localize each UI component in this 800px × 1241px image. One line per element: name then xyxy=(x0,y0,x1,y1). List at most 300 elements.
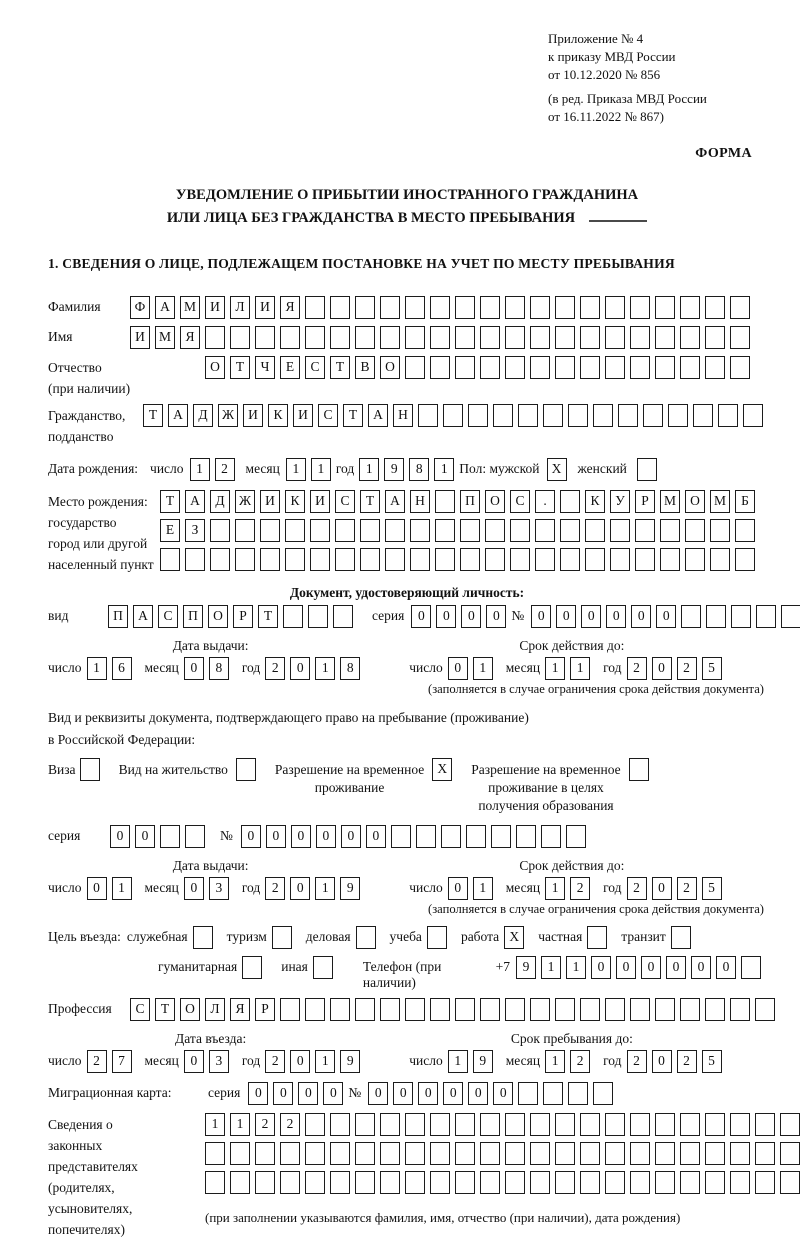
char-cell[interactable] xyxy=(618,404,638,427)
char-cell[interactable]: 0 xyxy=(652,1050,672,1073)
char-cell[interactable]: И xyxy=(205,296,225,319)
char-cell[interactable] xyxy=(280,998,300,1021)
char-cell[interactable] xyxy=(543,1082,563,1105)
char-cell[interactable]: 2 xyxy=(627,1050,647,1073)
char-cell[interactable]: Р xyxy=(255,998,275,1021)
char-cell[interactable]: 1 xyxy=(545,1050,565,1073)
char-cell[interactable] xyxy=(355,296,375,319)
char-cell[interactable] xyxy=(313,956,333,979)
char-cell[interactable] xyxy=(755,1113,775,1136)
char-cell[interactable] xyxy=(391,825,411,848)
char-cell[interactable]: 0 xyxy=(461,605,481,628)
char-cell[interactable] xyxy=(285,519,305,542)
char-cell[interactable] xyxy=(255,1171,275,1194)
char-cell[interactable] xyxy=(160,825,180,848)
char-cell[interactable]: 0 xyxy=(656,605,676,628)
char-cell[interactable] xyxy=(730,296,750,319)
char-cell[interactable] xyxy=(455,1142,475,1165)
char-cell[interactable]: 0 xyxy=(110,825,130,848)
char-cell[interactable]: 1 xyxy=(359,458,379,481)
char-cell[interactable]: 1 xyxy=(87,657,107,680)
char-cell[interactable] xyxy=(555,1113,575,1136)
char-cell[interactable] xyxy=(435,490,455,513)
char-cell[interactable] xyxy=(735,548,755,571)
char-cell[interactable] xyxy=(518,1082,538,1105)
char-cell[interactable]: И xyxy=(293,404,313,427)
char-cell[interactable]: 0 xyxy=(241,825,261,848)
char-cell[interactable]: 0 xyxy=(436,605,456,628)
char-cell[interactable] xyxy=(585,548,605,571)
char-cell[interactable] xyxy=(405,998,425,1021)
char-cell[interactable] xyxy=(260,548,280,571)
char-cell[interactable]: С xyxy=(318,404,338,427)
char-cell[interactable]: 1 xyxy=(473,877,493,900)
char-cell[interactable] xyxy=(685,548,705,571)
char-cell[interactable] xyxy=(580,326,600,349)
char-cell[interactable] xyxy=(330,326,350,349)
char-cell[interactable] xyxy=(568,404,588,427)
char-cell[interactable] xyxy=(655,1171,675,1194)
char-cell[interactable] xyxy=(480,1142,500,1165)
char-cell[interactable]: Л xyxy=(230,296,250,319)
char-cell[interactable]: 0 xyxy=(493,1082,513,1105)
char-cell[interactable] xyxy=(310,519,330,542)
char-cell[interactable] xyxy=(555,1171,575,1194)
char-cell[interactable]: 0 xyxy=(418,1082,438,1105)
char-cell[interactable]: 0 xyxy=(273,1082,293,1105)
char-cell[interactable] xyxy=(560,519,580,542)
char-cell[interactable]: X xyxy=(504,926,524,949)
char-cell[interactable]: О xyxy=(205,356,225,379)
char-cell[interactable] xyxy=(380,296,400,319)
char-cell[interactable]: 0 xyxy=(266,825,286,848)
char-cell[interactable] xyxy=(335,519,355,542)
char-cell[interactable] xyxy=(780,1142,800,1165)
char-cell[interactable]: Б xyxy=(735,490,755,513)
char-cell[interactable] xyxy=(405,326,425,349)
char-cell[interactable]: 2 xyxy=(87,1050,107,1073)
char-cell[interactable]: 0 xyxy=(666,956,686,979)
char-cell[interactable]: 5 xyxy=(702,657,722,680)
char-cell[interactable] xyxy=(781,605,800,628)
char-cell[interactable] xyxy=(330,998,350,1021)
char-cell[interactable]: 0 xyxy=(184,1050,204,1073)
char-cell[interactable] xyxy=(630,326,650,349)
char-cell[interactable] xyxy=(718,404,738,427)
char-cell[interactable]: И xyxy=(260,490,280,513)
char-cell[interactable] xyxy=(705,326,725,349)
char-cell[interactable] xyxy=(330,1113,350,1136)
char-cell[interactable] xyxy=(530,1142,550,1165)
char-cell[interactable] xyxy=(505,1113,525,1136)
char-cell[interactable] xyxy=(585,519,605,542)
char-cell[interactable] xyxy=(310,548,330,571)
char-cell[interactable] xyxy=(160,548,180,571)
char-cell[interactable]: 0 xyxy=(393,1082,413,1105)
char-cell[interactable]: О xyxy=(180,998,200,1021)
char-cell[interactable] xyxy=(587,926,607,949)
char-cell[interactable]: К xyxy=(285,490,305,513)
char-cell[interactable]: 9 xyxy=(516,956,536,979)
char-cell[interactable]: Т xyxy=(143,404,163,427)
char-cell[interactable]: М xyxy=(660,490,680,513)
char-cell[interactable] xyxy=(643,404,663,427)
char-cell[interactable] xyxy=(510,548,530,571)
char-cell[interactable]: 2 xyxy=(265,657,285,680)
char-cell[interactable]: 2 xyxy=(265,877,285,900)
char-cell[interactable]: 2 xyxy=(570,877,590,900)
char-cell[interactable]: П xyxy=(460,490,480,513)
char-cell[interactable]: А xyxy=(185,490,205,513)
char-cell[interactable]: А xyxy=(133,605,153,628)
char-cell[interactable] xyxy=(330,1142,350,1165)
char-cell[interactable] xyxy=(605,326,625,349)
char-cell[interactable] xyxy=(455,1113,475,1136)
char-cell[interactable] xyxy=(80,758,100,781)
char-cell[interactable] xyxy=(205,1171,225,1194)
char-cell[interactable] xyxy=(741,956,761,979)
char-cell[interactable] xyxy=(385,519,405,542)
char-cell[interactable] xyxy=(655,1142,675,1165)
char-cell[interactable] xyxy=(530,326,550,349)
char-cell[interactable] xyxy=(305,1113,325,1136)
char-cell[interactable] xyxy=(360,519,380,542)
char-cell[interactable]: 0 xyxy=(290,657,310,680)
char-cell[interactable] xyxy=(280,1142,300,1165)
char-cell[interactable] xyxy=(455,356,475,379)
char-cell[interactable] xyxy=(580,1171,600,1194)
char-cell[interactable] xyxy=(555,1142,575,1165)
char-cell[interactable] xyxy=(491,825,511,848)
char-cell[interactable]: Т xyxy=(343,404,363,427)
char-cell[interactable] xyxy=(305,326,325,349)
char-cell[interactable] xyxy=(333,605,353,628)
char-cell[interactable] xyxy=(705,356,725,379)
char-cell[interactable]: 0 xyxy=(616,956,636,979)
char-cell[interactable] xyxy=(468,404,488,427)
char-cell[interactable] xyxy=(780,1171,800,1194)
char-cell[interactable]: 8 xyxy=(409,458,429,481)
char-cell[interactable] xyxy=(505,296,525,319)
char-cell[interactable]: 9 xyxy=(384,458,404,481)
char-cell[interactable] xyxy=(637,458,657,481)
char-cell[interactable] xyxy=(555,296,575,319)
char-cell[interactable] xyxy=(480,356,500,379)
char-cell[interactable]: Н xyxy=(393,404,413,427)
char-cell[interactable] xyxy=(580,356,600,379)
char-cell[interactable]: Я xyxy=(230,998,250,1021)
char-cell[interactable] xyxy=(605,998,625,1021)
char-cell[interactable]: 3 xyxy=(209,877,229,900)
char-cell[interactable] xyxy=(305,998,325,1021)
char-cell[interactable] xyxy=(693,404,713,427)
char-cell[interactable] xyxy=(355,1142,375,1165)
char-cell[interactable] xyxy=(680,1142,700,1165)
char-cell[interactable] xyxy=(516,825,536,848)
char-cell[interactable]: 1 xyxy=(566,956,586,979)
char-cell[interactable] xyxy=(380,1171,400,1194)
char-cell[interactable]: Т xyxy=(330,356,350,379)
char-cell[interactable]: 2 xyxy=(255,1113,275,1136)
char-cell[interactable]: 1 xyxy=(112,877,132,900)
char-cell[interactable]: 1 xyxy=(434,458,454,481)
char-cell[interactable] xyxy=(630,356,650,379)
char-cell[interactable] xyxy=(630,1113,650,1136)
char-cell[interactable] xyxy=(185,548,205,571)
char-cell[interactable] xyxy=(430,296,450,319)
char-cell[interactable] xyxy=(430,356,450,379)
char-cell[interactable]: 0 xyxy=(411,605,431,628)
char-cell[interactable] xyxy=(505,1171,525,1194)
char-cell[interactable] xyxy=(205,1142,225,1165)
char-cell[interactable] xyxy=(355,326,375,349)
char-cell[interactable] xyxy=(530,296,550,319)
char-cell[interactable]: 0 xyxy=(290,1050,310,1073)
char-cell[interactable]: 2 xyxy=(677,877,697,900)
char-cell[interactable]: С xyxy=(130,998,150,1021)
char-cell[interactable]: 1 xyxy=(545,877,565,900)
char-cell[interactable] xyxy=(455,1171,475,1194)
char-cell[interactable] xyxy=(680,296,700,319)
char-cell[interactable] xyxy=(305,296,325,319)
char-cell[interactable] xyxy=(655,326,675,349)
char-cell[interactable]: 0 xyxy=(448,877,468,900)
char-cell[interactable] xyxy=(480,296,500,319)
char-cell[interactable] xyxy=(185,825,205,848)
char-cell[interactable]: Ж xyxy=(218,404,238,427)
char-cell[interactable] xyxy=(680,1113,700,1136)
char-cell[interactable] xyxy=(230,1171,250,1194)
char-cell[interactable] xyxy=(505,326,525,349)
char-cell[interactable] xyxy=(236,758,256,781)
char-cell[interactable]: 0 xyxy=(135,825,155,848)
char-cell[interactable] xyxy=(466,825,486,848)
char-cell[interactable] xyxy=(235,519,255,542)
char-cell[interactable] xyxy=(680,998,700,1021)
char-cell[interactable] xyxy=(480,326,500,349)
char-cell[interactable] xyxy=(655,1113,675,1136)
char-cell[interactable]: Т xyxy=(230,356,250,379)
char-cell[interactable]: Ж xyxy=(235,490,255,513)
char-cell[interactable]: 0 xyxy=(581,605,601,628)
char-cell[interactable] xyxy=(566,825,586,848)
char-cell[interactable] xyxy=(480,1113,500,1136)
char-cell[interactable] xyxy=(730,356,750,379)
char-cell[interactable]: И xyxy=(310,490,330,513)
char-cell[interactable] xyxy=(730,1142,750,1165)
char-cell[interactable]: 1 xyxy=(473,657,493,680)
char-cell[interactable]: 2 xyxy=(215,458,235,481)
char-cell[interactable] xyxy=(705,1142,725,1165)
char-cell[interactable]: О xyxy=(685,490,705,513)
char-cell[interactable] xyxy=(605,356,625,379)
char-cell[interactable]: Н xyxy=(410,490,430,513)
char-cell[interactable] xyxy=(706,605,726,628)
char-cell[interactable] xyxy=(710,519,730,542)
char-cell[interactable] xyxy=(330,296,350,319)
char-cell[interactable] xyxy=(705,1171,725,1194)
char-cell[interactable] xyxy=(705,296,725,319)
char-cell[interactable] xyxy=(210,548,230,571)
char-cell[interactable]: Ф xyxy=(130,296,150,319)
char-cell[interactable] xyxy=(518,404,538,427)
char-cell[interactable] xyxy=(510,519,530,542)
char-cell[interactable]: А xyxy=(385,490,405,513)
char-cell[interactable]: 1 xyxy=(230,1113,250,1136)
char-cell[interactable] xyxy=(680,326,700,349)
char-cell[interactable] xyxy=(580,296,600,319)
char-cell[interactable]: Е xyxy=(280,356,300,379)
char-cell[interactable] xyxy=(655,998,675,1021)
char-cell[interactable]: 0 xyxy=(87,877,107,900)
char-cell[interactable]: 9 xyxy=(340,1050,360,1073)
char-cell[interactable] xyxy=(405,1142,425,1165)
char-cell[interactable] xyxy=(555,356,575,379)
char-cell[interactable]: 0 xyxy=(468,1082,488,1105)
char-cell[interactable]: Я xyxy=(280,296,300,319)
char-cell[interactable] xyxy=(480,1171,500,1194)
char-cell[interactable]: 0 xyxy=(323,1082,343,1105)
char-cell[interactable] xyxy=(210,519,230,542)
char-cell[interactable] xyxy=(593,1082,613,1105)
char-cell[interactable]: С xyxy=(510,490,530,513)
char-cell[interactable] xyxy=(755,998,775,1021)
char-cell[interactable] xyxy=(455,326,475,349)
char-cell[interactable] xyxy=(272,926,292,949)
char-cell[interactable] xyxy=(755,1142,775,1165)
char-cell[interactable]: 2 xyxy=(265,1050,285,1073)
char-cell[interactable]: С xyxy=(335,490,355,513)
char-cell[interactable] xyxy=(493,404,513,427)
char-cell[interactable] xyxy=(380,1113,400,1136)
char-cell[interactable] xyxy=(485,548,505,571)
char-cell[interactable] xyxy=(205,326,225,349)
char-cell[interactable]: И xyxy=(255,296,275,319)
char-cell[interactable]: 9 xyxy=(340,877,360,900)
char-cell[interactable] xyxy=(710,548,730,571)
char-cell[interactable] xyxy=(230,326,250,349)
char-cell[interactable]: 1 xyxy=(545,657,565,680)
char-cell[interactable]: Р xyxy=(635,490,655,513)
char-cell[interactable] xyxy=(743,404,763,427)
char-cell[interactable] xyxy=(630,1171,650,1194)
char-cell[interactable] xyxy=(455,998,475,1021)
char-cell[interactable] xyxy=(441,825,461,848)
char-cell[interactable] xyxy=(535,519,555,542)
char-cell[interactable] xyxy=(505,998,525,1021)
char-cell[interactable]: 2 xyxy=(280,1113,300,1136)
char-cell[interactable] xyxy=(730,998,750,1021)
char-cell[interactable] xyxy=(593,404,613,427)
char-cell[interactable] xyxy=(730,1113,750,1136)
char-cell[interactable] xyxy=(555,326,575,349)
char-cell[interactable]: Д xyxy=(193,404,213,427)
char-cell[interactable] xyxy=(418,404,438,427)
char-cell[interactable]: 2 xyxy=(677,1050,697,1073)
char-cell[interactable]: Е xyxy=(160,519,180,542)
char-cell[interactable] xyxy=(530,1113,550,1136)
char-cell[interactable] xyxy=(280,326,300,349)
char-cell[interactable] xyxy=(435,519,455,542)
char-cell[interactable]: 8 xyxy=(209,657,229,680)
char-cell[interactable] xyxy=(560,548,580,571)
char-cell[interactable]: 0 xyxy=(652,877,672,900)
char-cell[interactable]: 0 xyxy=(184,877,204,900)
char-cell[interactable]: 1 xyxy=(315,1050,335,1073)
char-cell[interactable] xyxy=(260,519,280,542)
char-cell[interactable] xyxy=(280,1171,300,1194)
char-cell[interactable]: 0 xyxy=(316,825,336,848)
char-cell[interactable]: В xyxy=(355,356,375,379)
char-cell[interactable]: И xyxy=(130,326,150,349)
char-cell[interactable]: 0 xyxy=(606,605,626,628)
char-cell[interactable]: X xyxy=(432,758,452,781)
char-cell[interactable] xyxy=(630,296,650,319)
char-cell[interactable]: 1 xyxy=(190,458,210,481)
char-cell[interactable] xyxy=(610,519,630,542)
char-cell[interactable] xyxy=(530,356,550,379)
char-cell[interactable]: 0 xyxy=(641,956,661,979)
char-cell[interactable]: К xyxy=(268,404,288,427)
char-cell[interactable]: А xyxy=(155,296,175,319)
char-cell[interactable] xyxy=(580,998,600,1021)
char-cell[interactable] xyxy=(385,548,405,571)
char-cell[interactable] xyxy=(555,998,575,1021)
char-cell[interactable] xyxy=(480,998,500,1021)
char-cell[interactable] xyxy=(380,326,400,349)
char-cell[interactable] xyxy=(335,548,355,571)
char-cell[interactable]: О xyxy=(208,605,228,628)
char-cell[interactable] xyxy=(655,296,675,319)
char-cell[interactable]: М xyxy=(180,296,200,319)
char-cell[interactable] xyxy=(380,998,400,1021)
char-cell[interactable] xyxy=(680,356,700,379)
char-cell[interactable] xyxy=(285,548,305,571)
char-cell[interactable] xyxy=(405,1113,425,1136)
char-cell[interactable] xyxy=(430,326,450,349)
char-cell[interactable] xyxy=(255,1142,275,1165)
char-cell[interactable]: Р xyxy=(233,605,253,628)
char-cell[interactable] xyxy=(655,356,675,379)
char-cell[interactable]: 0 xyxy=(691,956,711,979)
char-cell[interactable] xyxy=(405,356,425,379)
char-cell[interactable] xyxy=(543,404,563,427)
char-cell[interactable] xyxy=(731,605,751,628)
char-cell[interactable] xyxy=(435,548,455,571)
char-cell[interactable]: М xyxy=(710,490,730,513)
char-cell[interactable]: 1 xyxy=(286,458,306,481)
char-cell[interactable] xyxy=(705,1113,725,1136)
char-cell[interactable]: 0 xyxy=(291,825,311,848)
char-cell[interactable] xyxy=(430,1142,450,1165)
char-cell[interactable]: З xyxy=(185,519,205,542)
char-cell[interactable] xyxy=(405,296,425,319)
char-cell[interactable]: 3 xyxy=(209,1050,229,1073)
char-cell[interactable]: 0 xyxy=(298,1082,318,1105)
char-cell[interactable]: 5 xyxy=(702,1050,722,1073)
char-cell[interactable] xyxy=(530,1171,550,1194)
char-cell[interactable] xyxy=(355,998,375,1021)
char-cell[interactable] xyxy=(230,1142,250,1165)
char-cell[interactable]: 0 xyxy=(184,657,204,680)
char-cell[interactable] xyxy=(580,1142,600,1165)
char-cell[interactable] xyxy=(671,926,691,949)
char-cell[interactable]: 0 xyxy=(366,825,386,848)
char-cell[interactable] xyxy=(355,1171,375,1194)
char-cell[interactable] xyxy=(460,519,480,542)
char-cell[interactable] xyxy=(630,1142,650,1165)
char-cell[interactable]: Т xyxy=(360,490,380,513)
